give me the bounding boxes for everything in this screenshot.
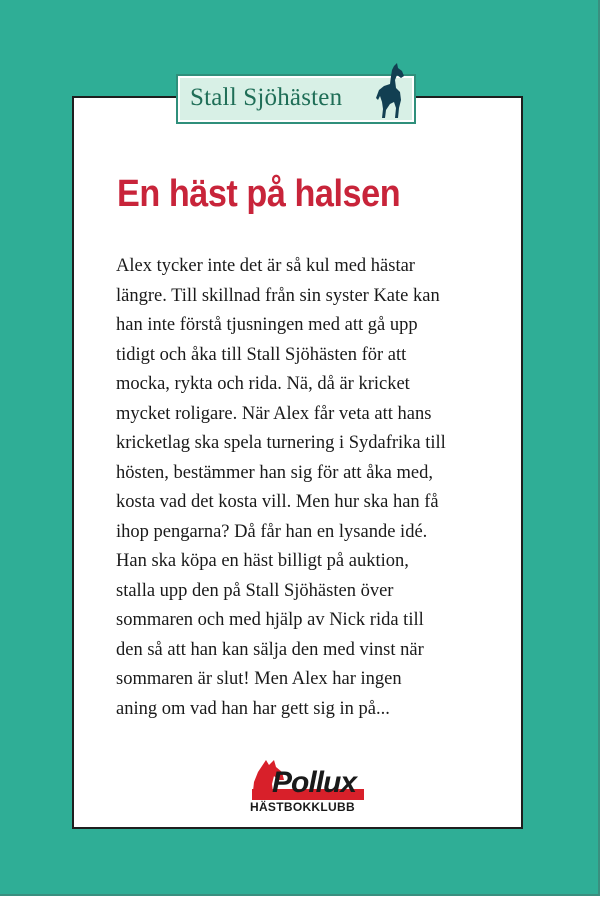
blurb-line: stalla upp den på Stall Sjöhästen över [116, 580, 394, 601]
blurb-line: Han ska köpa en häst billigt på auktion, [116, 551, 409, 571]
blurb-line: ihop pengarna? Då får han en lysande idé. [116, 521, 428, 542]
series-name: Stall Sjöhästen [190, 84, 343, 111]
blurb-line: mocka, rykta och rida. Nä, då är kricket [116, 374, 410, 394]
publisher-logo [248, 756, 372, 818]
blurb-line: mycket roligare. När Alex får veta att hans [116, 403, 432, 424]
series-logo [176, 74, 416, 124]
blurb-line: tidigt och åka till Stall Sjöhästen för att [116, 344, 407, 365]
blurb-line: sommaren och med hjälp av Nick rida till [116, 610, 424, 630]
blurb-line: längre. Till skillnad från sin syster Kate kan [116, 285, 440, 306]
blurb-line: han inte förstå tjusningen med att gå upp [116, 315, 418, 335]
blurb-line: kricketlag ska spela turnering i Sydafrika till [116, 433, 446, 453]
blurb-line: den så att han kan sälja den med vinst när [116, 639, 424, 660]
book-title: En häst på halsen [117, 173, 401, 215]
publisher-subtitle: HÄSTBOKKLUBB [250, 800, 355, 814]
blurb-line: sommaren är slut! Men Alex har ingen [116, 669, 402, 689]
publisher-name: Pollux [272, 766, 357, 799]
blurb-line: hösten, bestämmer han sig för att åka med, [116, 462, 433, 483]
blurb-line: kosta vad det kosta vill. Men hur ska han få [116, 492, 439, 512]
blurb-line: aning om vad han har gett sig in på... [116, 698, 390, 719]
blurb-line: Alex tycker inte det är så kul med hästar [116, 256, 415, 276]
horse-icon [374, 62, 408, 122]
blurb-text [116, 252, 486, 724]
